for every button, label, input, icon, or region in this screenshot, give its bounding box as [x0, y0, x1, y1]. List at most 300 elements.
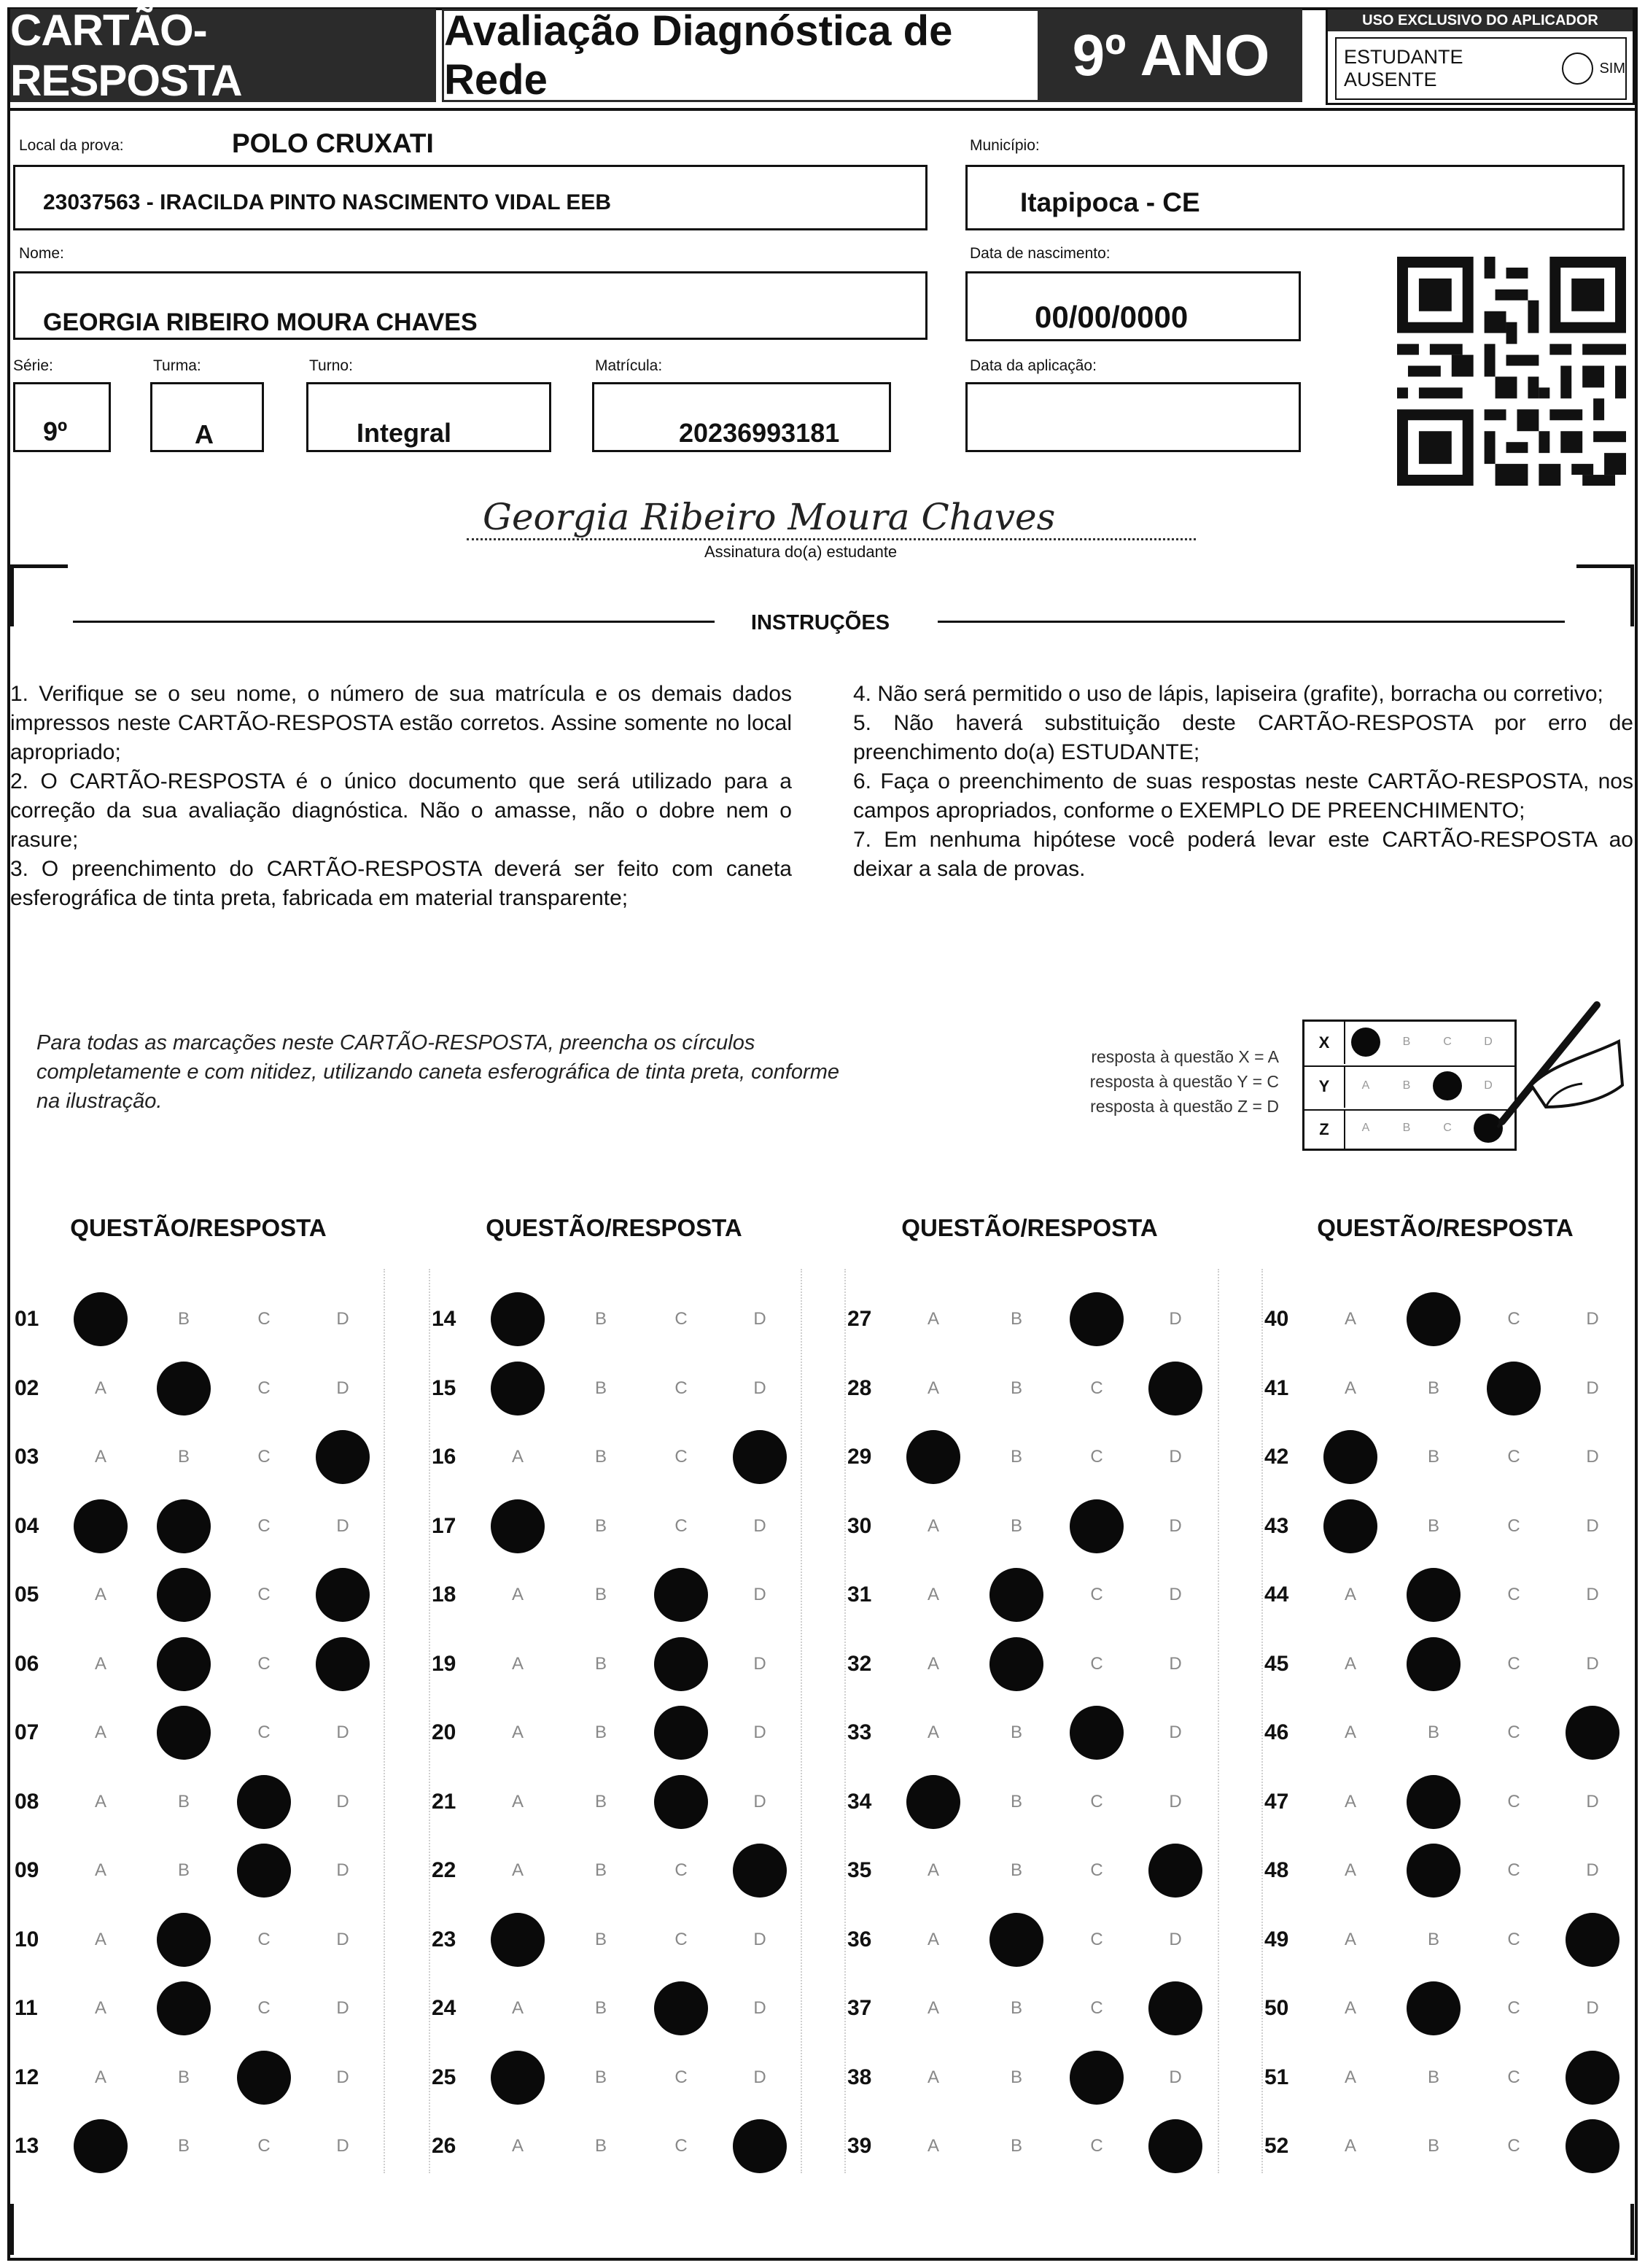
- answer-bubble[interactable]: C: [1090, 1378, 1103, 1398]
- answer-bubble[interactable]: D: [753, 1653, 766, 1674]
- answer-bubble-filled[interactable]: [1407, 1844, 1461, 1898]
- answer-bubble[interactable]: A: [927, 2067, 939, 2087]
- question-number: 22: [432, 1858, 456, 1882]
- example-bubble: B: [1402, 1036, 1411, 1048]
- answer-bubble-filled[interactable]: [316, 1568, 370, 1622]
- applicator-only-label: USO EXCLUSIVO DO APLICADOR: [1328, 9, 1633, 31]
- question-number: 19: [432, 1651, 456, 1676]
- signature-line: [467, 538, 1196, 540]
- answer-bubble[interactable]: C: [1507, 1447, 1520, 1467]
- answer-bubble[interactable]: C: [1090, 1929, 1103, 1949]
- answer-bubble[interactable]: B: [1427, 2067, 1439, 2087]
- answer-bubble[interactable]: D: [336, 1929, 349, 1949]
- answer-bubble[interactable]: D: [1586, 1447, 1599, 1467]
- signature-label: Assinatura do(a) estudante: [704, 543, 898, 561]
- answer-bubble[interactable]: C: [1507, 1723, 1520, 1742]
- example-row-x: [1304, 1022, 1514, 1067]
- answer-bubble[interactable]: A: [511, 1998, 524, 2018]
- answer-bubble-filled[interactable]: [1148, 1844, 1202, 1898]
- answer-bubble[interactable]: C: [674, 1515, 688, 1536]
- answer-bubble[interactable]: C: [1090, 1447, 1103, 1467]
- answer-bubble[interactable]: A: [511, 2136, 524, 2156]
- answer-bubble[interactable]: B: [1010, 1723, 1022, 1742]
- matricula-field: [592, 382, 891, 452]
- answer-bubble[interactable]: B: [594, 1447, 607, 1467]
- answer-bubble-filled[interactable]: [491, 1913, 545, 1967]
- answer-bubble-filled[interactable]: [1070, 1292, 1124, 1346]
- answer-bubble-filled[interactable]: [1407, 1981, 1461, 2035]
- example-text: Para todas as marcações neste CARTÃO-RESPOSTA, preencha os círculos completamente e com nitidez, utilizando caneta esferográfica de tinta preta, conforme na ilustração.: [36, 1031, 839, 1113]
- answer-bubble[interactable]: D: [1169, 1585, 1182, 1604]
- example-bubble: [1433, 1071, 1462, 1100]
- answer-bubble[interactable]: B: [1427, 1723, 1439, 1742]
- example-grid: [1302, 1020, 1517, 1151]
- answer-bubble[interactable]: C: [1090, 1860, 1103, 1880]
- question-number: 36: [847, 1927, 872, 1952]
- question-number: 43: [1264, 1513, 1289, 1538]
- answer-bubble[interactable]: D: [753, 1929, 766, 1949]
- question-number: 14: [432, 1307, 456, 1331]
- answer-bubble[interactable]: D: [1169, 1309, 1182, 1329]
- municipio-label: Município:: [970, 137, 1040, 154]
- answer-bubble[interactable]: D: [336, 1998, 349, 2018]
- answer-bubble[interactable]: B: [594, 1309, 607, 1329]
- answer-bubble[interactable]: A: [927, 1998, 939, 2018]
- bracket-top-left: [10, 564, 68, 626]
- answer-bubble[interactable]: B: [594, 1929, 607, 1949]
- answer-bubble[interactable]: B: [594, 1585, 607, 1604]
- instruction-3: 3. O preenchimento do CARTÃO-RESPOSTA deverá ser feito com caneta esferográfica de tinta preta, fabricada em material transparente;: [10, 857, 792, 910]
- local-value: POLO CRUXATI: [232, 128, 434, 158]
- instruction-7: 7. Em nenhuma hipótese você poderá levar este CARTÃO-RESPOSTA ao deixar a sala de provas.: [853, 828, 1633, 881]
- local-label: Local da prova:: [19, 137, 124, 154]
- answer-bubble[interactable]: A: [1344, 1723, 1356, 1742]
- answer-bubble-filled[interactable]: [1566, 1913, 1619, 1967]
- grade-banner: [1040, 9, 1302, 102]
- nome-value: GEORGIA RIBEIRO MOURA CHAVES: [43, 308, 478, 336]
- answer-bubble[interactable]: D: [336, 2067, 349, 2087]
- answer-bubble[interactable]: B: [594, 1378, 607, 1398]
- answer-bubble[interactable]: D: [336, 1860, 349, 1880]
- instructions-rule-right: [938, 621, 1565, 623]
- answer-bubble[interactable]: A: [1344, 1585, 1356, 1604]
- answer-bubble[interactable]: B: [1010, 1860, 1022, 1880]
- absent-field: [1335, 37, 1627, 100]
- question-number: 05: [15, 1582, 39, 1607]
- turma-label: Turma:: [153, 357, 201, 374]
- answer-bubble[interactable]: C: [674, 1378, 688, 1398]
- answer-bubble[interactable]: D: [753, 1723, 766, 1742]
- answer-bubble-filled[interactable]: [989, 1637, 1043, 1691]
- answer-bubble[interactable]: A: [94, 1860, 106, 1880]
- answer-bubble[interactable]: B: [1427, 2136, 1439, 2156]
- answer-bubble-filled[interactable]: [1070, 2051, 1124, 2105]
- answer-bubble[interactable]: A: [1344, 1998, 1356, 2018]
- answer-bubble[interactable]: C: [1090, 1653, 1103, 1674]
- column-divider: [429, 1269, 430, 2173]
- exam-name: [442, 9, 1040, 102]
- question-number: 24: [432, 1996, 456, 2020]
- answer-bubble-filled[interactable]: [733, 1430, 787, 1484]
- answer-bubble[interactable]: C: [674, 2067, 688, 2087]
- matricula-value: 20236993181: [679, 418, 840, 448]
- answer-bubble[interactable]: C: [1090, 1998, 1103, 2018]
- answer-bubble[interactable]: C: [1507, 1515, 1520, 1536]
- answer-bubble[interactable]: D: [1586, 1585, 1599, 1604]
- answer-bubble[interactable]: C: [257, 1929, 271, 1949]
- answer-bubble[interactable]: B: [594, 1723, 607, 1742]
- answer-bubble[interactable]: D: [753, 1998, 766, 2018]
- answer-bubble[interactable]: A: [1344, 2067, 1356, 2087]
- answer-bubble[interactable]: A: [927, 1929, 939, 1949]
- answer-bubble[interactable]: B: [1427, 1929, 1439, 1949]
- column-title-4: QUESTÃO/RESPOSTA: [1317, 1214, 1574, 1241]
- answer-bubble-filled[interactable]: [316, 1430, 370, 1484]
- example-bubble: D: [1484, 1036, 1493, 1048]
- answer-bubble[interactable]: B: [594, 1998, 607, 2018]
- answer-bubble[interactable]: C: [1507, 1585, 1520, 1604]
- example-bubble: D: [1484, 1079, 1493, 1092]
- question-number: 11: [15, 1996, 38, 2020]
- instructions-rule-left: [73, 621, 715, 623]
- answer-bubble-filled[interactable]: [157, 1981, 211, 2035]
- answer-bubble[interactable]: B: [177, 1447, 190, 1467]
- answer-bubble[interactable]: C: [1090, 1791, 1103, 1811]
- answer-bubble[interactable]: A: [94, 1791, 106, 1811]
- answer-bubble-filled[interactable]: [1487, 1362, 1541, 1415]
- grade-text: 9º ANO: [1072, 23, 1270, 88]
- answer-bubble[interactable]: D: [1586, 1653, 1599, 1674]
- answer-bubble[interactable]: D: [336, 1515, 349, 1536]
- answer-bubble[interactable]: B: [1010, 1378, 1022, 1398]
- answer-bubble[interactable]: A: [511, 1791, 524, 1811]
- answer-bubble[interactable]: B: [594, 2136, 607, 2156]
- answer-bubble[interactable]: D: [336, 1309, 349, 1329]
- question-number: 41: [1264, 1375, 1289, 1400]
- instruction-6: 6. Faça o preenchimento de suas respostas neste CARTÃO-RESPOSTA, nos campos apropriados, conforme o EXEMPLO DE PREENCHIMENTO;: [853, 769, 1633, 823]
- answer-bubble-filled[interactable]: [157, 1568, 211, 1622]
- answer-bubble-filled[interactable]: [491, 2051, 545, 2105]
- answer-bubble-filled[interactable]: [733, 2119, 787, 2173]
- answer-bubble[interactable]: A: [1344, 1860, 1356, 1880]
- bracket-top-right: [1576, 564, 1634, 626]
- answer-bubble-filled[interactable]: [74, 2119, 128, 2173]
- answer-bubble[interactable]: A: [1344, 1378, 1356, 1398]
- question-number: 16: [432, 1445, 456, 1469]
- question-number: 52: [1264, 2134, 1289, 2158]
- answer-bubble[interactable]: C: [257, 1998, 271, 2018]
- nascimento-field: [965, 271, 1301, 341]
- answer-bubble-filled[interactable]: [654, 1981, 708, 2035]
- header-rule: [7, 108, 1638, 111]
- answer-bubble[interactable]: B: [1010, 1447, 1022, 1467]
- answer-bubble[interactable]: A: [94, 1585, 106, 1604]
- answer-bubble-filled[interactable]: [654, 1568, 708, 1622]
- answer-bubble-filled[interactable]: [237, 2051, 291, 2105]
- answer-bubble[interactable]: B: [1010, 2136, 1022, 2156]
- answer-bubble[interactable]: B: [177, 2136, 190, 2156]
- school-value: 23037563 - IRACILDA PINTO NASCIMENTO VIDAL EEB: [43, 190, 612, 214]
- question-number: 08: [15, 1789, 39, 1814]
- answer-bubble[interactable]: B: [594, 2067, 607, 2087]
- answer-bubble[interactable]: C: [1090, 2136, 1103, 2156]
- example-bubble: C: [1443, 1122, 1452, 1134]
- answer-bubble-filled[interactable]: [157, 1362, 211, 1415]
- answer-bubble-filled[interactable]: [1323, 1499, 1377, 1553]
- answer-bubble[interactable]: C: [1507, 1791, 1520, 1811]
- answer-bubble[interactable]: C: [1507, 1998, 1520, 2018]
- answer-bubble[interactable]: A: [511, 1585, 524, 1604]
- answer-bubble[interactable]: C: [257, 1515, 271, 1536]
- answer-bubble[interactable]: A: [94, 1723, 106, 1742]
- answer-bubble[interactable]: C: [1090, 1585, 1103, 1604]
- answer-bubble[interactable]: A: [94, 1998, 106, 2018]
- answer-bubble-filled[interactable]: [1070, 1499, 1124, 1553]
- question-number: 27: [847, 1307, 872, 1331]
- example-row-y: [1304, 1065, 1514, 1111]
- answer-bubble[interactable]: B: [177, 1860, 190, 1880]
- answer-bubble[interactable]: B: [1010, 1515, 1022, 1536]
- answer-bubble[interactable]: A: [94, 2067, 106, 2087]
- example-bubble: A: [1361, 1079, 1370, 1092]
- answer-bubble-filled[interactable]: [157, 1499, 211, 1553]
- example-row-label: X: [1304, 1022, 1345, 1064]
- answer-bubble[interactable]: D: [336, 1723, 349, 1742]
- question-number: 06: [15, 1651, 39, 1676]
- answer-bubble-filled[interactable]: [74, 1499, 128, 1553]
- answer-bubble-filled[interactable]: [906, 1775, 960, 1829]
- instruction-5: 5. Não haverá substituição deste CARTÃO-RESPOSTA por erro de preenchimento do(a) ESTUDANTE;: [853, 711, 1633, 764]
- qr-code: [1397, 255, 1626, 487]
- nome-label: Nome:: [19, 245, 64, 262]
- answer-bubble[interactable]: C: [1507, 1860, 1520, 1880]
- answer-bubble[interactable]: A: [1344, 2136, 1356, 2156]
- answer-bubble-filled[interactable]: [157, 1706, 211, 1760]
- answer-bubble-filled[interactable]: [491, 1362, 545, 1415]
- answer-bubble-filled[interactable]: [1148, 1362, 1202, 1415]
- example-legend-x: resposta à questão X = A: [1091, 1047, 1279, 1066]
- column-divider: [801, 1269, 802, 2173]
- answer-bubble-filled[interactable]: [237, 1844, 291, 1898]
- municipio-value: Itapipoca - CE: [1020, 187, 1200, 217]
- question-number: 31: [847, 1582, 872, 1607]
- answer-bubble-filled[interactable]: [1407, 1292, 1461, 1346]
- answer-bubble[interactable]: B: [1010, 1791, 1022, 1811]
- answer-bubble-filled[interactable]: [1148, 1981, 1202, 2035]
- answer-bubble[interactable]: B: [177, 1309, 190, 1329]
- column-divider: [1218, 1269, 1219, 2173]
- answer-bubble[interactable]: B: [1427, 1515, 1439, 1536]
- absent-bubble[interactable]: [1562, 53, 1593, 85]
- answer-bubble-filled[interactable]: [316, 1637, 370, 1691]
- answer-bubble-filled[interactable]: [1070, 1706, 1124, 1760]
- answer-bubble[interactable]: B: [594, 1515, 607, 1536]
- answer-bubble[interactable]: D: [1586, 1860, 1599, 1880]
- answer-bubble[interactable]: A: [94, 1447, 106, 1467]
- turno-value: Integral: [357, 418, 452, 448]
- question-number: 47: [1264, 1789, 1289, 1814]
- answer-bubble[interactable]: A: [927, 1515, 939, 1536]
- answer-bubble[interactable]: A: [927, 1653, 939, 1674]
- answer-bubble[interactable]: A: [927, 1585, 939, 1604]
- answer-bubble[interactable]: D: [1169, 1929, 1182, 1949]
- nascimento-label: Data de nascimento:: [970, 245, 1111, 262]
- answer-bubble[interactable]: C: [1507, 2136, 1520, 2156]
- answer-bubble-filled[interactable]: [491, 1499, 545, 1553]
- answer-bubble[interactable]: C: [1507, 1929, 1520, 1949]
- answer-bubble[interactable]: B: [594, 1653, 607, 1674]
- answer-bubble[interactable]: C: [1507, 2067, 1520, 2087]
- answer-bubble[interactable]: D: [336, 1791, 349, 1811]
- answer-bubble[interactable]: D: [753, 1309, 766, 1329]
- answer-bubble-filled[interactable]: [1407, 1568, 1461, 1622]
- matricula-label: Matrícula:: [595, 357, 663, 374]
- question-number: 40: [1264, 1307, 1289, 1331]
- answer-bubble-filled[interactable]: [1566, 2051, 1619, 2105]
- answer-bubble-filled[interactable]: [237, 1775, 291, 1829]
- serie-value: 9º: [43, 416, 68, 446]
- question-number: 34: [847, 1789, 872, 1814]
- answer-bubble-filled[interactable]: [491, 1292, 545, 1346]
- answer-bubble[interactable]: C: [257, 1378, 271, 1398]
- answer-bubble-filled[interactable]: [1407, 1775, 1461, 1829]
- answer-bubble[interactable]: D: [336, 1378, 349, 1398]
- answer-bubble[interactable]: C: [257, 1723, 271, 1742]
- answer-bubble[interactable]: A: [94, 1378, 106, 1398]
- answer-bubble[interactable]: D: [336, 2136, 349, 2156]
- answer-bubble[interactable]: D: [1169, 1515, 1182, 1536]
- answer-bubble-filled[interactable]: [733, 1844, 787, 1898]
- answer-bubble[interactable]: C: [257, 1585, 271, 1604]
- question-number: 02: [15, 1375, 39, 1400]
- question-number: 26: [432, 2134, 456, 2158]
- answer-bubble-filled[interactable]: [1323, 1430, 1377, 1484]
- answer-bubble[interactable]: A: [511, 1447, 524, 1467]
- answer-bubble[interactable]: D: [1169, 1791, 1182, 1811]
- answer-bubble[interactable]: D: [1169, 1653, 1182, 1674]
- question-number: 38: [847, 2065, 872, 2089]
- aplicacao-field: [965, 382, 1301, 452]
- example-legend-y: resposta à questão Y = C: [1089, 1072, 1279, 1091]
- answer-bubble[interactable]: C: [257, 1447, 271, 1467]
- answer-bubble[interactable]: A: [1344, 1653, 1356, 1674]
- answer-bubble[interactable]: B: [1010, 1309, 1022, 1329]
- answer-bubble[interactable]: C: [257, 1309, 271, 1329]
- answer-bubble-filled[interactable]: [654, 1637, 708, 1691]
- answer-bubble[interactable]: B: [1010, 2067, 1022, 2087]
- answer-bubble[interactable]: A: [94, 1929, 106, 1949]
- question-number: 10: [15, 1927, 39, 1952]
- answer-bubble[interactable]: A: [927, 2136, 939, 2156]
- absent-option: SIM: [1599, 60, 1625, 77]
- answer-bubble-filled[interactable]: [906, 1430, 960, 1484]
- answer-bubble-filled[interactable]: [654, 1706, 708, 1760]
- answer-bubble-filled[interactable]: [157, 1637, 211, 1691]
- answer-bubble[interactable]: D: [1586, 1515, 1599, 1536]
- answer-bubble[interactable]: C: [1507, 1653, 1520, 1674]
- question-number: 46: [1264, 1720, 1289, 1744]
- answer-bubble[interactable]: A: [1344, 1791, 1356, 1811]
- answer-bubble[interactable]: B: [177, 2067, 190, 2087]
- answer-bubble[interactable]: B: [594, 1791, 607, 1811]
- answer-bubble-filled[interactable]: [1566, 2119, 1619, 2173]
- answer-bubble[interactable]: D: [1169, 1723, 1182, 1742]
- example-bubble: B: [1402, 1122, 1411, 1134]
- answer-bubble[interactable]: A: [927, 1723, 939, 1742]
- answer-bubble-filled[interactable]: [989, 1913, 1043, 1967]
- answer-bubble[interactable]: C: [674, 2136, 688, 2156]
- answer-bubble[interactable]: A: [511, 1723, 524, 1742]
- answer-bubble[interactable]: B: [1010, 1998, 1022, 2018]
- answer-bubble[interactable]: B: [177, 1791, 190, 1811]
- answer-bubble[interactable]: D: [1586, 1309, 1599, 1329]
- question-number: 39: [847, 2134, 872, 2158]
- answer-bubble[interactable]: D: [753, 1515, 766, 1536]
- column-title-2: QUESTÃO/RESPOSTA: [486, 1214, 742, 1241]
- pen-illustration: [1488, 998, 1626, 1136]
- answer-bubble[interactable]: A: [927, 1378, 939, 1398]
- turma-value: A: [195, 419, 214, 449]
- answer-bubble-filled[interactable]: [1407, 1637, 1461, 1691]
- answer-bubble[interactable]: A: [927, 1309, 939, 1329]
- answer-bubble[interactable]: B: [1427, 1378, 1439, 1398]
- answer-bubble[interactable]: D: [753, 1791, 766, 1811]
- answer-bubble[interactable]: A: [511, 1860, 524, 1880]
- answer-bubble[interactable]: A: [511, 1653, 524, 1674]
- exam-name-text: Avaliação Diagnóstica de Rede: [444, 7, 953, 104]
- answer-bubble[interactable]: D: [753, 1378, 766, 1398]
- answer-bubble[interactable]: A: [94, 1653, 106, 1674]
- answer-bubble[interactable]: D: [1169, 2067, 1182, 2087]
- example-bubble: [1351, 1028, 1380, 1057]
- answer-bubble[interactable]: C: [674, 1447, 688, 1467]
- instruction-2: 2. O CARTÃO-RESPOSTA é o único documento que será utilizado para a correção da sua avaliação diagnóstica. Não o amasse, não o dobre nem o rasure;: [10, 769, 792, 852]
- answer-bubble-filled[interactable]: [1148, 2119, 1202, 2173]
- instruction-1: 1. Verifique se o seu nome, o número de sua matrícula e os demais dados impressos neste CARTÃO-RESPOSTA estão corretos. Assine somente no local apropriado;: [10, 682, 792, 764]
- bracket-bottom-right: [1616, 2204, 1634, 2255]
- answer-bubble[interactable]: D: [1586, 1378, 1599, 1398]
- applicator-box: [1326, 7, 1635, 105]
- answer-bubble[interactable]: D: [753, 1585, 766, 1604]
- card-title-text: CARTÃO-RESPOSTA: [10, 6, 242, 105]
- answer-bubble[interactable]: C: [1507, 1309, 1520, 1329]
- answer-bubble[interactable]: A: [927, 1860, 939, 1880]
- answer-bubble[interactable]: D: [1586, 1791, 1599, 1811]
- answer-bubble[interactable]: C: [257, 2136, 271, 2156]
- answer-bubble[interactable]: D: [1169, 1447, 1182, 1467]
- answer-bubble[interactable]: C: [674, 1309, 688, 1329]
- answer-bubble-filled[interactable]: [74, 1292, 128, 1346]
- question-number: 33: [847, 1720, 872, 1744]
- answer-bubble-filled[interactable]: [654, 1775, 708, 1829]
- answer-bubble[interactable]: C: [674, 1929, 688, 1949]
- answer-bubble[interactable]: A: [1344, 1929, 1356, 1949]
- nome-field: [13, 271, 928, 340]
- answer-bubble[interactable]: D: [753, 2067, 766, 2087]
- question-number: 13: [15, 2134, 39, 2158]
- answer-bubble[interactable]: D: [1586, 1998, 1599, 2018]
- answer-bubble[interactable]: C: [674, 1860, 688, 1880]
- serie-label: Série:: [13, 357, 53, 374]
- answer-bubble-filled[interactable]: [989, 1568, 1043, 1622]
- answer-bubble[interactable]: B: [594, 1860, 607, 1880]
- answer-bubble-filled[interactable]: [157, 1913, 211, 1967]
- answer-bubble[interactable]: C: [257, 1653, 271, 1674]
- answer-bubble[interactable]: A: [1344, 1309, 1356, 1329]
- answer-bubble-filled[interactable]: [1566, 1706, 1619, 1760]
- example-legend-z: resposta à questão Z = D: [1090, 1097, 1279, 1116]
- answer-bubble[interactable]: B: [1427, 1447, 1439, 1467]
